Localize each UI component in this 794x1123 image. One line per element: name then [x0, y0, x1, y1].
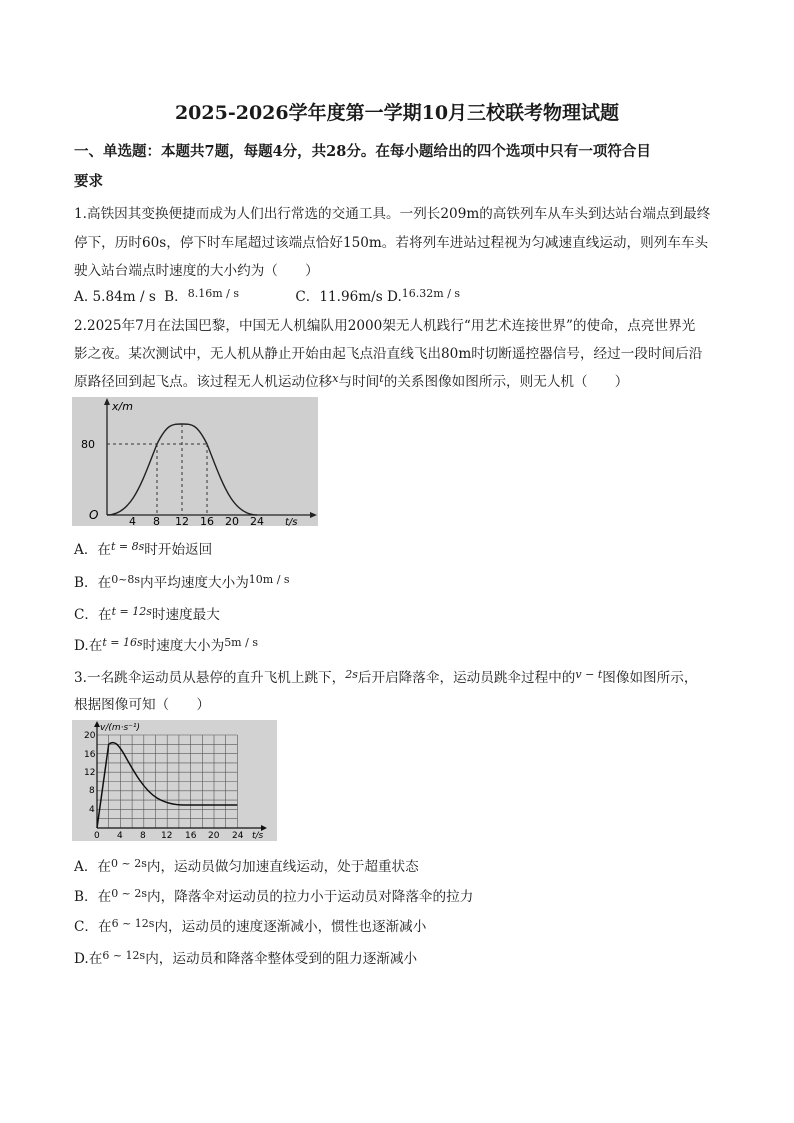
- q1-option-a: A. 5.84m / s: [74, 289, 156, 305]
- q3-ytick-20: 20: [84, 731, 96, 741]
- q1-option-d-value: 16.32m / s: [401, 287, 461, 300]
- q3-xtick-4: 4: [117, 831, 123, 841]
- q3-ytick-4: 4: [89, 805, 95, 815]
- q2-origin: O: [89, 508, 99, 522]
- q2-xtick-24: 24: [250, 515, 264, 526]
- q2-line-3: 原路径回到起飞点。该过程无人机运动位移$^x$与时间$^t$的关系图像如图所示，则无人机（ ）: [74, 372, 629, 390]
- q1-option-b-value: 8.16m / s: [187, 287, 240, 300]
- q3-ylabel: v/(m·s⁻¹): [100, 723, 141, 733]
- q3-ytick-12: 12: [84, 768, 96, 778]
- q2-ylabel: x/m: [112, 400, 133, 413]
- q3-xtick-8: 8: [140, 831, 146, 841]
- q3-origin: 0: [94, 831, 100, 841]
- q3-xtick-24: 24: [232, 831, 244, 841]
- q3-option-d: D.在$^{6 \sim 12s}$内，运动员和降落伞整体受到的阻力逐渐减小: [74, 949, 418, 967]
- q2-xtick-8: 8: [153, 515, 160, 526]
- q3-grid: [97, 735, 237, 828]
- q2-option-d: D.在$^{t = 16s}$时速度大小为$^{5m / s}$: [74, 636, 258, 654]
- q1-option-d: D.$^{16.32m / s}$: [387, 287, 461, 305]
- q3-vt-graph: [72, 720, 277, 841]
- q1-line-3: 驶入站台端点时速度的大小约为（ ）: [74, 263, 319, 279]
- q3-ytick-16: 16: [84, 750, 96, 760]
- q1-options: [74, 285, 460, 305]
- q3-xtick-16: 16: [185, 831, 197, 841]
- q2-option-c: C．在$^{t = 12s}$时速度最大: [74, 605, 220, 623]
- q2-y-axis-arrow: [104, 398, 110, 405]
- q2-xtick-16: 16: [200, 515, 214, 526]
- q3-ytick-8: 8: [89, 786, 95, 796]
- q3-option-c: C．在$^{6 \sim 12s}$内，运动员的速度逐渐减小，惯性也逐渐减小: [74, 917, 427, 935]
- section-heading-line-1: 一、单选题：本题共7题，每题4分，共28分。在每小题给出的四个选项中只有一项符合目: [74, 143, 651, 160]
- q2-option-a: A．在$^{t = 8s}$时开始返回: [74, 540, 213, 558]
- q3-line-2: 根据图像可知（ ）: [74, 697, 210, 713]
- q2-line-1: 2.2025年7月在法国巴黎，中国无人机编队用2000架无人机践行“用艺术连接世界”的使命，点亮世界光: [74, 318, 696, 334]
- q3-xtick-12: 12: [161, 831, 173, 841]
- q3-xtick-20: 20: [208, 831, 220, 841]
- q2-xtick-20: 20: [225, 515, 239, 526]
- q2-xt-graph-svg: [72, 397, 318, 526]
- q2-xt-graph: [72, 397, 318, 526]
- q1-line-1: 1.高铁因其变换便捷而成为人们出行常选的交通工具。一列长209m的高铁列车从车头到达站台端点到最终: [74, 206, 711, 222]
- q3-xlabel: t/s: [252, 831, 264, 841]
- q1-option-a-value: 5.84m / s: [92, 289, 156, 305]
- q3-option-a: A．在$^{0 \sim 2s}$内，运动员做匀加速直线运动，处于超重状态: [74, 857, 419, 875]
- q3-vt-graph-svg: [72, 720, 277, 841]
- q2-var-x: x: [332, 372, 339, 385]
- q1-option-c: C．11.96m/s: [295, 289, 383, 305]
- q2-line-2: 影之夜。某次测试中，无人机从静止开始由起飞点沿直线飞出80m时切断遥控器信号，经过一段时间后沿: [74, 346, 703, 362]
- q3-line-1: 3.一名跳伞运动员从悬停的直升飞机上跳下，$^{2s}$后开启降落伞，运动员跳伞过程中的$^{v - t}$图像如图所示，: [74, 668, 698, 686]
- q2-ytick-80: 80: [81, 438, 95, 451]
- q2-xtick-12: 12: [175, 515, 189, 526]
- q1-option-b: B．$^{8.16m / s}$: [164, 287, 240, 305]
- q3-option-b: B．在$^{0 \sim 2s}$内，降落伞对运动员的拉力小于运动员对降落伞的拉力: [74, 887, 474, 905]
- page-title: 2025-2026学年度第一学期10月三校联考物理试题: [174, 102, 620, 124]
- q2-var-t: t: [379, 372, 384, 385]
- q2-option-b: B．在$^{0\sim 8s}$内平均速度大小为$^{10m / s}$: [74, 573, 290, 591]
- q1-line-2: 停下，历时60s，停下时车尾超过该端点恰好150m。若将列车进站过程视为匀减速直线运动，则列车车头: [74, 235, 709, 251]
- section-heading-line-2: 要求: [74, 173, 103, 190]
- q2-xtick-4: 4: [129, 515, 136, 526]
- q2-x-axis-arrow: [310, 512, 317, 518]
- q2-xlabel: t/s: [285, 517, 298, 526]
